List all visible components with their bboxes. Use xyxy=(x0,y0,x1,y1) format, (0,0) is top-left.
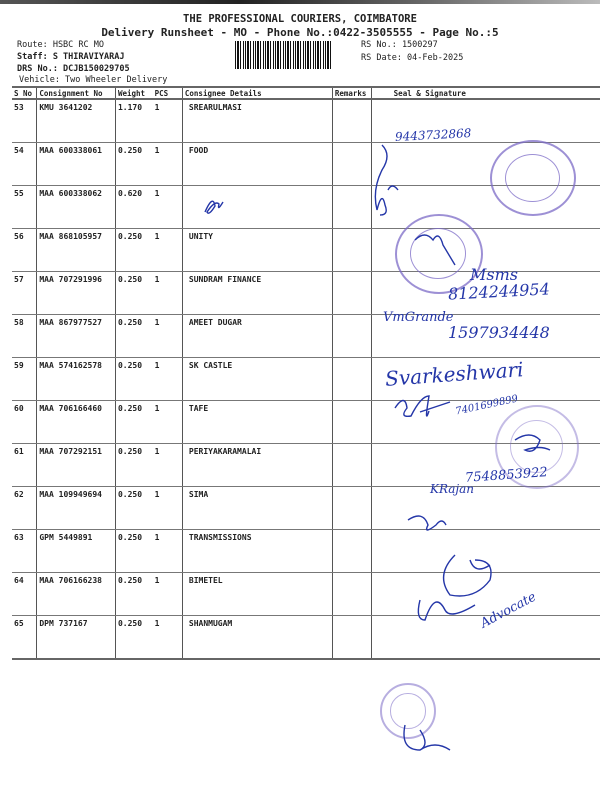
cell-weight: 0.250 xyxy=(115,358,152,401)
cell-consignee: SK CASTLE xyxy=(182,358,332,401)
cell-weight: 0.250 xyxy=(115,487,152,530)
cell-sno: 65 xyxy=(12,616,37,660)
cell-consignment-no: MAA 868105957 xyxy=(37,229,116,272)
cell-consignee: SHANMUGAM xyxy=(182,616,332,660)
handwritten-phone-4: 7401699899 xyxy=(454,393,520,418)
cell-pcs: 1 xyxy=(153,143,183,186)
cell-consignment-no: MAA 574162578 xyxy=(37,358,116,401)
cell-consignee: AMEET DUGAR xyxy=(182,315,332,358)
handwritten-name-1: Msms xyxy=(470,265,518,284)
cell-weight: 0.250 xyxy=(115,401,152,444)
cell-weight: 1.170 xyxy=(115,99,152,143)
col-weight: Weight xyxy=(115,87,152,99)
cell-weight: 0.250 xyxy=(115,143,152,186)
staff: Staff: S THIRAVIYARAJ xyxy=(17,52,125,62)
cell-weight: 0.250 xyxy=(115,616,152,660)
cell-consignment-no: MAA 109949694 xyxy=(37,487,116,530)
col-sno: S No xyxy=(12,87,37,99)
signature-row63 xyxy=(408,516,446,530)
company-title: THE PROFESSIONAL COURIERS, COIMBATORE xyxy=(183,13,417,25)
cell-weight: 0.250 xyxy=(115,530,152,573)
handwritten-name-2: VmGrande xyxy=(383,310,454,325)
cell-weight: 0.250 xyxy=(115,315,152,358)
cell-pcs: 1 xyxy=(153,229,183,272)
cell-consignee: UNITY xyxy=(182,229,332,272)
cell-consignee: BIMETEL xyxy=(182,573,332,616)
cell-consignee: SIMA xyxy=(182,487,332,530)
signature-bottom xyxy=(404,725,450,750)
cell-consignment-no: MAA 707292151 xyxy=(37,444,116,487)
cell-weight: 0.250 xyxy=(115,444,152,487)
cell-sno: 53 xyxy=(12,99,37,143)
cell-pcs: 1 xyxy=(153,358,183,401)
cell-consignment-no: KMU 3641202 xyxy=(37,99,116,143)
vehicle: Vehicle: Two Wheeler Delivery xyxy=(19,75,168,85)
cell-pcs: 1 xyxy=(153,186,183,229)
cell-consignment-no: MAA 867977527 xyxy=(37,315,116,358)
col-pcs: PCS xyxy=(153,87,183,99)
cell-pcs: 1 xyxy=(153,444,183,487)
cell-consignee: TAFE xyxy=(182,401,332,444)
signature-row64 xyxy=(444,555,491,596)
handwritten-phone-5: 7548853922 xyxy=(464,465,549,486)
cell-consignee: TRANSMISSIONS xyxy=(182,530,332,573)
handwritten-advocate: Advocate xyxy=(478,589,539,632)
cell-pcs: 1 xyxy=(153,315,183,358)
rs-date: RS Date: 04-Feb-2025 xyxy=(361,53,464,63)
cell-sno: 63 xyxy=(12,530,37,573)
cell-pcs: 1 xyxy=(153,616,183,660)
cell-sno: 57 xyxy=(12,272,37,315)
runsheet-title: Delivery Runsheet - MO - Phone No.:0422-3505555 - Page No.:5 xyxy=(101,26,499,39)
cell-sno: 55 xyxy=(12,186,37,229)
cell-pcs: 1 xyxy=(153,99,183,143)
cell-consignment-no: MAA 600338062 xyxy=(37,186,116,229)
cell-consignee: SUNDRAM FINANCE xyxy=(182,272,332,315)
signature-row55 xyxy=(205,201,223,213)
handwritten-name-3: Svarkeshwari xyxy=(384,357,525,391)
route: Route: HSBC RC MO xyxy=(17,40,104,50)
col-remarks: Remarks xyxy=(332,87,371,99)
cell-weight: 0.250 xyxy=(115,229,152,272)
cell-consignment-no: MAA 707291996 xyxy=(37,272,116,315)
col-consignee: Consignee Details xyxy=(182,87,332,99)
handwritten-phone-2: 8124244954 xyxy=(447,279,551,304)
cell-consignee: FOOD xyxy=(182,143,332,186)
cell-consignment-no: GPM 5449891 xyxy=(37,530,116,573)
drs-number: DRS No.: DCJB150029705 xyxy=(17,64,130,74)
cell-sno: 62 xyxy=(12,487,37,530)
cell-consignment-no: MAA 706166238 xyxy=(37,573,116,616)
cell-sno: 59 xyxy=(12,358,37,401)
signature-row60 xyxy=(395,396,450,416)
cell-consignee: SREARULMASI xyxy=(182,99,332,143)
cell-weight: 0.250 xyxy=(115,272,152,315)
cell-sno: 54 xyxy=(12,143,37,186)
cell-sno: 64 xyxy=(12,573,37,616)
cell-sno: 58 xyxy=(12,315,37,358)
cell-consignment-no: MAA 706166460 xyxy=(37,401,116,444)
cell-sno: 60 xyxy=(12,401,37,444)
cell-consignee: PERIYAKARAMALAI xyxy=(182,444,332,487)
col-signature: Seal & Signature xyxy=(371,87,600,99)
handwritten-name-4: KRajan xyxy=(430,482,475,496)
signature-row56 xyxy=(415,235,455,265)
cell-sno: 56 xyxy=(12,229,37,272)
col-consignment: Consignment No xyxy=(37,87,116,99)
cell-weight: 0.250 xyxy=(115,573,152,616)
cell-pcs: 1 xyxy=(153,401,183,444)
cell-pcs: 1 xyxy=(153,487,183,530)
signature-row65 xyxy=(418,600,475,620)
cell-sno: 61 xyxy=(12,444,37,487)
handwritten-phone-3: 1597934448 xyxy=(448,323,550,342)
cell-consignment-no: DPM 737167 xyxy=(37,616,116,660)
cell-pcs: 1 xyxy=(153,573,183,616)
cell-pcs: 1 xyxy=(153,530,183,573)
signature-row62 xyxy=(515,435,550,451)
cell-pcs: 1 xyxy=(153,272,183,315)
cell-consignment-no: MAA 600338061 xyxy=(37,143,116,186)
cell-weight: 0.620 xyxy=(115,186,152,229)
handwritten-phone-1: 9443732868 xyxy=(394,126,472,144)
signature-row54 xyxy=(375,145,398,215)
rs-number: RS No.: 1500297 xyxy=(361,40,438,50)
